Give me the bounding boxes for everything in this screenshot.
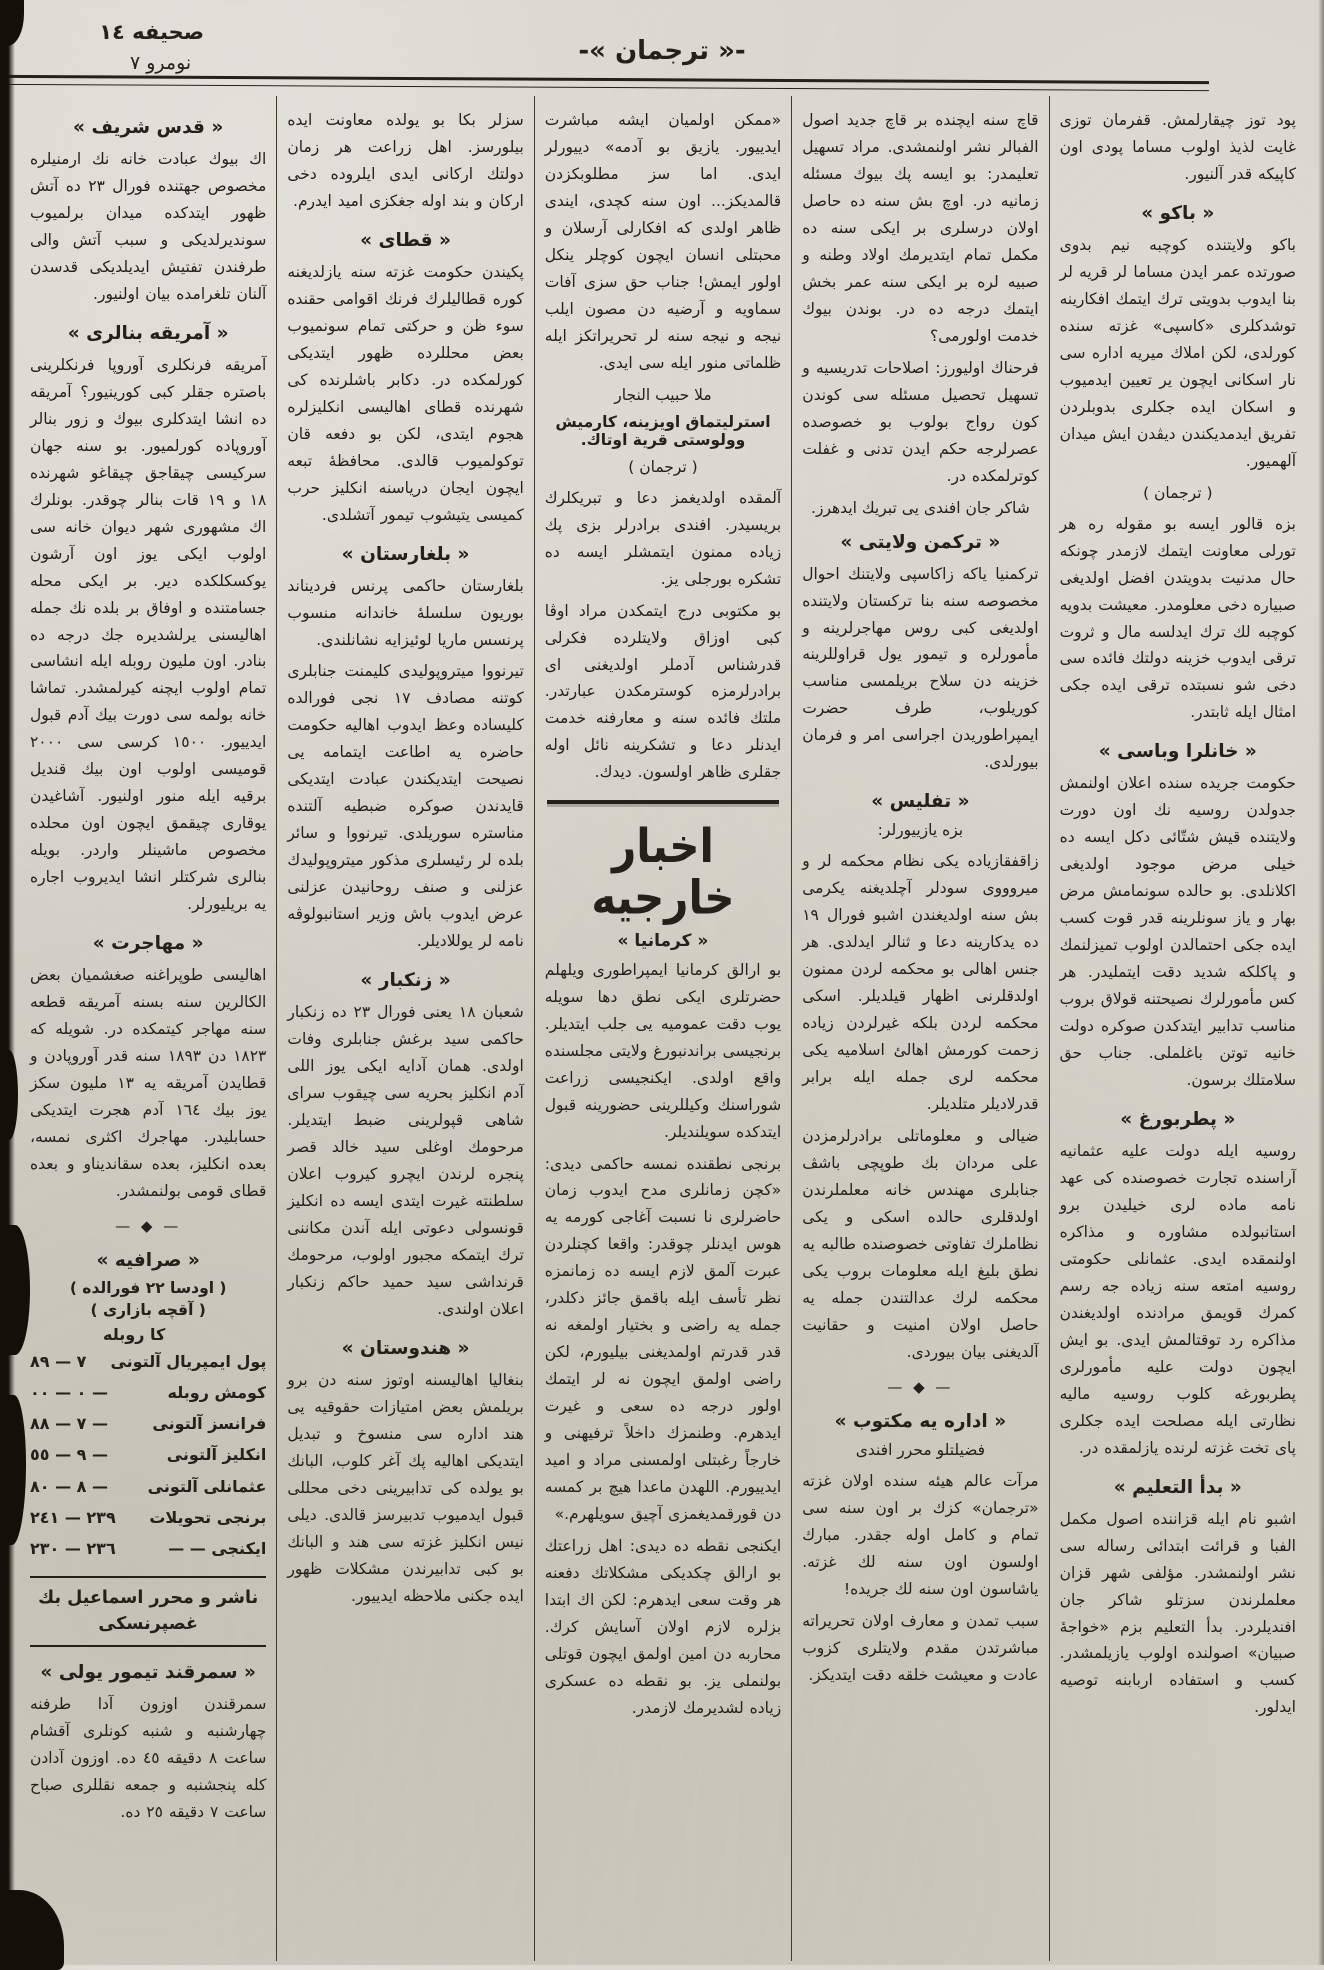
currency-value: ٢٣٩ — ٢٤١ [29, 1507, 116, 1527]
article-paragraph: شعبان ١٨ يعنى فورال ٢٣ ده زنكبار حاكمى سيد برغش جنابلرى وفات اولدى. همان آدايه ايكى يوز اللى آدم انكليز بحريه سى چيقوب سراى شاهى قپولرينى ضبط ايتديلر. مرحومك اوغلى سيد خالد قصر پنجره لرندن ايچرو كيروب اعلان سلطنته غيرت ايتدى ايسه ده انكليز قونسولى دعوتى ايله آندن مكاننى ترك ايتمكه مجبور اولوب، مرحومك قرنداشى سيد حميد حاكم زنكبار اعلان اولندى. [287, 1003, 524, 1318]
exchange-rate-row [30, 1408, 266, 1439]
currency-value: — ٩ — ٥٥ [29, 1445, 108, 1465]
article-paragraph: بنغاليا اهاليسنه اوتوز سنه دن برو بريلمش بعض امتيازات حقوقيه يى هند اداره سى منسوخ و تبديل ايتديكى اهاليه پك آغر كلوب، البانك بو يولده كى تدابيرينى دخى محللى قبول ايدميوب تدبيرسز قالدى. ديلى نيس انكليز غزته سى هند و البانك بو كبى تدابيرندن مشكلات ظهور ايده جكنى ملاحظه ايدييور. [287, 1370, 524, 1605]
currency-value: ٢٣٦ — ٢٣٠ [29, 1539, 116, 1558]
section-heading: « زنكبار » [360, 970, 451, 992]
currency-label: انكليز آلتونى [166, 1445, 267, 1465]
article-paragraph: حكومت جريده سنده اعلان اولنمش جدولدن روسيه نك اون دورت ولايتنده قيش شتّائى دكل ايسه ده خيلى مرض موجود اولديغى اكلانلدى. بو حالده سونمامش مرض بهار و ياز سونلرينه قدر قوت كسب ايده جكى احتمالدن اولوب تميزلنمك و پاكلكه شديد دقت ايتمليدر. هر كس مأمورلرك نصيحتنه قولاق بروب مناسب تدابير ايتدكدن صوكره دولت خانيه توتن باغلملى. جناب حق سلامتلك برسون. [1059, 774, 1296, 1090]
article-paragraph: بو مكتوبى درج ايتمكدن مراد اوڤا كبى اوزاق ولايتلرده فكرلى قدرشناس آدملر اولديغنى اى برادرلرمزه كوسترمكدن عبارتدر. ملتك فائده سنه و معارفنه خدمت ايدنلر دعا و تشكرينه نائل اوله جقلرى ظاهر اولسون. ديدك. [544, 601, 782, 782]
article-paragraph: برنجى نطقنده نمسه حاكمى ديدى: «كچن زمانلرى مدح ايدوب زمان حاضرلرى نا نسبت آغاجى كورمه يه هوس ايدنلر چوقدر: واقعا كچنلردن عبرت آلمق لازم ايسه ده زمانمزه نظر تأسف ايله باقمق جائز دكلدر، جمله يه راضى و بختيار اولمغه نه قدر قدرتم اولمديغنى بيليورم، لكن راضى اولمق ايچون نه لر ايتمك اولور درجه ده سعى و غيرت ايدهرم. وطنمزك داخلاً ترفيهنى و خارجاً رغبتلى اولمسنى مراد و اميد ايدييورم. اللهدن ماعدا هيچ بر كمسه دن قورقمديغمزى آچيق سويلهرم.» [544, 1154, 782, 1524]
ornament-divider: — ◆ — [115, 1216, 182, 1235]
exchange-rate-table [30, 1325, 266, 1564]
article-paragraph: باكو ولايتنده كوچبه نيم بدوى صورتده عمر ايدن مساما لر قريه لر بنا ايدوب بدويتى ترك ايتمك افكارينه توشدكلرى «كاسپى» غزته سنده كورلدى، لكن املاك ميريه اداره سى نار اسكانى ايچون ير تعيين ايدميوب و اسكان ايده جكلرى بدوبلردن تفريق ايدمديكندن ديڤدن ايش ميدان آلهميور. [1059, 235, 1296, 470]
currency-value: — ٨ — ٨٠ [29, 1476, 108, 1496]
section-heading: « خانلرا وباسى » [1098, 741, 1257, 763]
article-paragraph: «ممكن اولميان ايشه مباشرت ايدييور. يازيق بو آدمه» دييورلر ايدى. اما سز مطلوبكزدن قالمديكز... اون سنه كچدى، ايندى ظاهر اولدى كه افكارلى آرسلان و محبتلى انسان ايچون كوچلر ينكل اولور ايمش! جناب حق سزى آفات سماويه و آرضيه دن مصون ايلب نيجه و نيجه سنه لر تحريراتكز ايله ظلماتى منور ايله سى ايدى. [544, 111, 782, 372]
article-paragraph: اك بيوك عبادت خانه نك ارمنيلره مخصوص جهتنده فورال ٢٣ ده آتش ظهور ايتدكده ميدان برلميوب سونديرلديكى و سبب آتش والى طرفندن تفتيش ايديلديكى قدسدن آلنان تلغرامده بيان اولنيور. [29, 150, 267, 303]
article-paragraph: مرآت عالم هيئه سنده اولان غزته «ترجمان» كزك بر اون سنه سى تمام و كامل اوله جقدر. مبارك اولسون اون سنه لك غزته. ياشاسون اون سنه لك جريده! [802, 1471, 1039, 1598]
section-heading: « مهاجرت » [92, 933, 204, 955]
article-paragraph: آلمقده اولديغمز دعا و تبريكلرك بريسيدر. افندى برادرلر بزى پك زياده ممنون ايتمشلر ايسه ده تشكره بورجلى يز. [544, 488, 782, 588]
scan-ink-blot [0, 1050, 18, 1140]
subsection-heading: « كرمانيا » [617, 930, 709, 951]
exchange-rate-row [30, 1502, 266, 1533]
currency-label: ايكنجى — — [168, 1539, 267, 1558]
publisher-editor-line: ناشر و محرر اسماعيل بك غصپرنسكى [30, 1576, 266, 1647]
column-3-middle [534, 96, 791, 1961]
section-heading: « پطربورغ » [1120, 1109, 1236, 1130]
currency-value: — ٧ — ٨٨ [29, 1414, 108, 1434]
section-heading: « بدأ التعليم » [1113, 1476, 1242, 1498]
section-heading: « اداره يه مكتوب » [834, 1410, 1007, 1432]
exchange-unit-header: كا روبله [103, 1324, 166, 1344]
section-heading: « بلغارستان » [341, 543, 470, 565]
article-paragraph: اشبو نام ايله قزاننده اصول مكمل الفبا و قرائت ابتدائى رساله سى نشر اولنمشدر. مؤلفى شهر قزان معلملرندن سزتلو شاكر جان افنديلردر. بدأ التعليم بزم «خواجهٔ صبيان» اصولنده اولوب يازيلمشدر. كسب و استفاده اربابنه توصيه ايدلور. [1059, 1509, 1296, 1717]
exchange-rate-row [30, 1533, 266, 1564]
column-4 [276, 96, 533, 1961]
article-paragraph: آمريقه فرنكلرى آوروپا فرنكلرينى باصتره جقلر كبى كورينيور؟ آمريقه ده انشا ايتدكلرى بيوك و زور بنالر آوروپاده كورلميور. بو سنه جهان سركيسى چيقاجق چيقاغو شهرنده ١٨ و ١٩ قات بنالر چوقدر. بونلرك اك مشهورى شهر ديوان خانه سى اولوب ايكى يوز اون آرشون يوكسكلكده دير. بر ايكى محله جسامتنده و اوفاق بر بلده نك جمله اهاليسنى يرلشديره جك درجه ده بنادر. اون مليون روبله ايله انشاسى تمام اولوب ايچنه كيرلمشدر. تماشا خانه بولمه سى دورت بيك آدم قبول ايدييور. ١٥٠٠ كرسى سى ٢٠٠٠ قوميسى اولوب اون بيك قنديل برقيه ايله منور اولنيور. آشاغيدن يوقارى چيقمق ايچون اون محلده مخصوص ماشينلر واردر. بويله بنالرى شركتلر انشا ايديروب اجاره يه بريليورلر. [29, 355, 267, 914]
scan-edge-shadow-right [1318, 0, 1324, 1965]
scan-ink-blot [0, 1225, 30, 1355]
signature-line: ملا حبيب النجار [614, 385, 712, 404]
section-heading: « قدس شريف » [73, 117, 224, 138]
exchange-rate-row [30, 1439, 266, 1470]
calligraphy-text: اخبار خارجيه [591, 818, 735, 926]
signature-line: ( ترجمان ) [628, 457, 698, 476]
section-heading: « باكو » [1141, 202, 1215, 224]
centered-line: ( آقچه بازارى ) [90, 1300, 206, 1319]
currency-label: پول ايمپريال آلتونى [110, 1351, 267, 1371]
section-heading: « هندوستان » [341, 1337, 470, 1359]
section-heading: « آمريقه بنالرى » [67, 322, 229, 344]
currency-value: ٧ — ٨٩ [29, 1351, 87, 1371]
article-paragraph: سزلر بكا بو يولده معاونت ايده بيلورسز. اهل زراعت هر زمان دولتك اركانى ايدى ايلروده دخى اركان و بند اوله جغكزى اميد ايدرم. [287, 111, 524, 210]
currency-label: برنجى تحويلات [149, 1507, 267, 1527]
column-1-rightmost [1049, 96, 1306, 1961]
article-paragraph: بو ارالق كرمانيا ايمپراطورى ويلهلم حضرتلرى ايكى نطق دها سويله يوب دقت عموميه يى جلب ايتديلر. برنجيسى براندنبورغ ولايتى مجلسنده واقع اولدى. ايكنجيسى زراعت شوراسنك وكيللرينى حضورينه قبول ايتدكده سويلنديلر. [544, 960, 782, 1141]
columns [20, 96, 1306, 1961]
article-paragraph: قاچ سنه ايچنده بر قاچ جديد اصول الفبالر نشر اولنمشدى. مراد تسهيل تعليمدر: بو ايسه پك بيوك مسئله زمانيه در. اوچ بش سنه ده حاصل اولان درسلرى بر ايكى سنه ده مكمل تمام ايتديرمك اولاد وطنه و صبيه لره بر ايكى سنه عمر بخش ايتمك درجه ده در. بوندن بيوك خدمت اولورمى؟ [802, 111, 1039, 345]
article-paragraph: روسيه ايله دولت عليه عثمانيه آراسنده تجارت خصوصنده كى عهد نامه ماده لرى خيليدن برو استانبولده مشاوره و مذاكره اولنمقده ايدى. عثمانلى حكومتى روسيه امتعه سنه زياده جه رسم كمرك قويمق مرادنده اولديغندن مذاكره رد توقتالمش ايدى. بو ايش ايچون دولت عليه مأمورلرى پطربورغه كلوب روسيه ماليه نظارتى ايله مصلحت ايده جكلرى پاى تخت غزته لرنده يازلمقده در. [1059, 1142, 1296, 1457]
currency-value: — ٠ — ٠٠ [29, 1383, 108, 1403]
column-2 [791, 96, 1048, 1961]
section-heading: « تفليس » [871, 791, 970, 813]
article-paragraph: تيرنووا ميتروپوليدى كليمنت جنابلرى كوتنه مصادف ١٧ نجى فورالده كليساده وعظ ايدوب اهاليه حكومت حاضره يه اطاعت ايتمامه يى نصيحت ايتديكندن عبادت ايتديكى قايدندن صوكره ضبطيه آلتنده مناستره سوريلدى. تيرنووا و سائر بلده لر رئيسلرى مذكور ميتروپوليدك عزلنى و صنف روحانيدن عزلنى عرض ايدوب باش وزير استانبولوڤه نامه لر يوللاديلر. [287, 662, 524, 951]
scan-edge-shadow-left [0, 0, 15, 1965]
signature-line: ( ترجمان ) [1143, 483, 1213, 502]
centered-line: ( اودسا ٢٢ فورالده ) [69, 1278, 227, 1297]
section-heading: « سمرقند تيمور يولى » [40, 1661, 256, 1683]
centered-line: استرليتماق اويزينه، كارميش وولوستى قرية اوتاك. [555, 412, 771, 449]
article-paragraph: بلغارستان حاكمى پرنس فرديناند بوريون سلسلهٔ خاندانه منسوب پرنسس ماريا لوئيزايه نشانلندى. [287, 576, 524, 649]
article-paragraph: زاقفقازياده يكى نظام محكمه لر و ميروووى سودلر آچلديغنه يكرمى بش سنه اولديغندن اشبو فورال ١٩ ده يدكارينه دعا و ثنالر ايدلدى. هر جنس اهالى بو محكمه لردن ممنون اولدقلرنى اظهار قيلديلر. اسكى محكمه لردن بلكه غيرلردن زياده زحمت كورمش اهالئ اسلاميه يكى محكمه لرى جمله ايله برابر قدرلاديلر متلديلر. [802, 852, 1039, 1114]
article-paragraph: سبب تمدن و معارف اولان تحريراته مباشرتدن مقدم ولايتلرى كزوب عادت و معيشت خلقه دقت ايتديكز. [802, 1611, 1039, 1684]
article-paragraph: ايكنجى نقطه ده ديدى: اهل زراعتك بو ارالق چكديكى مشكلاتك دفعنه هر وقت سعى ايدهرم: لكن اك ابتدا بزلره لازم اولان آسايش كرك. محاربه دن امين اولمق ايچون قوتلى بولنملى يز. بو نقطه ده عسكرى زياده لشديرمك لازمدر. [544, 1537, 782, 1717]
newspaper-masthead-title: -« ترجمان »- [578, 36, 746, 66]
exchange-rate-row [30, 1471, 266, 1502]
article-paragraph: تركمنيا ياكه زاكاسپى ولايتنك احوال مخصوصه سنه بنا تركستان ولايتنده اولديغى كبى روس مهاجرلرينه و مأمورلره و تيمور يول قراوللرينه خزينه دن سلاح بريلمسى مناسب كوريلوب، طرف حضرت ايمپراطوريدن اجراسى امر و فرمان بيورلدى. [802, 564, 1039, 772]
section-heading: « صرافيه » [96, 1249, 200, 1271]
exchange-rate-row [30, 1377, 266, 1408]
currency-label: فرانسز آلتونى [152, 1414, 267, 1434]
ornament-divider: — ◆ — [887, 1377, 954, 1396]
article-paragraph: فرحناك اوليورز: اصلاحات تدريسيه و تسهيل تحصيل مسئله سى كوندن كون رواج بولوب بو خصوصده عصرلرجه حكم ايدن تدنى و غفلت كوترلمكده در. [802, 358, 1039, 485]
currency-label: كومش روبله [167, 1383, 267, 1403]
column-5-leftmost [20, 96, 276, 1961]
article-paragraph: پكيندن حكومت غزته سنه يازلديغنه كوره قطاليلرك فرنك اقوامى حقنده سوء ظن و حركتى تمام سونميوب بعض محللرده ظهور ايتديكى كورلمكده در. دكابر باشلرنده كى شهرنده قطاى اهاليسى انكليزلره هجوم ايتدى، لكن بو دفعه قان توكولميوب قالدى. محافظهٔ تبعه ايچون ايجان درياسنه انكليز حرب كميسى يتيشوب تيمور آتشلدى. [287, 262, 524, 524]
foreign-news-calligraphic-title [545, 800, 781, 926]
section-heading: « تركمن ولايتى » [840, 531, 1001, 553]
article-paragraph: ضيالى و معلوماتلى برادرلرمزدن على مردان بك طوپچى باشڤ جنابلرى مهندس خانه معلملرندن اولدقلرى حالده اسكى و يكى نظاملرك تفاوتى خصوصنده طالبه يه نطق بليغ ايله معلومات بروب يكى محكمه لرك عدالتندن جمله يه حاصل اولان امنيت و حقانيت آلديغنى بيان بيوردى. [802, 1127, 1039, 1361]
issue-number-label: نومرو ٧ [130, 52, 192, 74]
header-divider-rule [0, 75, 1209, 91]
section-heading: « قطاى » [360, 229, 451, 251]
article-paragraph: سمرقندن اوزون آدا طرفنه چهارشنبه و شنبه كونلرى آقشام ساعت ٨ دقيقه ٤٥ ده. اوزون آدادن كله پنجشنبه و جمعه نقللرى صباح ساعت ٧ دقيقه ٢٥ ده. [29, 1694, 267, 1821]
signature-line: بزه يازييورلر: [877, 821, 964, 840]
article-paragraph: بزه قالور ايسه بو مقوله ره هر تورلى معاونت ايتمك لازمدر چونكه حال مدنيت بدويتدن افضل اولديغى صبياره دخى معلومدر. معيشت بدويه كوچبه لك ترك ايدلسه مال و ثروت ترقى ايدوب خزينه دولتك فائده سى دخى شو نسبتده ترقى ايده جكى امثال ايله ثابتدر. [1059, 514, 1296, 722]
signature-line: شاكر جان افندى يى تبريك ايدهرز. [811, 498, 1030, 517]
article-paragraph: پود توز چيقارلمش. قفرمان توزى غايت لذيذ اولوب مساما پودى اون كاپيكه قدر آلنيور. [1059, 111, 1296, 183]
page-number-label: صحيفه ١٤ [99, 20, 204, 44]
signature-line: فضيلتلو محرر افندى [855, 1440, 986, 1459]
heavy-rule [547, 800, 779, 804]
article-paragraph: اهاليسى طوپراغنه صغشميان بعض الكالرين سنه بسنه آمريقه قطعه سنه مهاجر كيتمكده در. شويله كه ١٨٢٣ دن ١٨٩٣ سنه قدر آوروپادن و قطايدن آمريقه يه ١٣ مليون سكز يوز بيك ١٦٤ آدم هجرت ايتديكى حسابليدر. مهاجرك اكثرى نمسه، بعده انكليز، بعده سقانديناو و بعده قطاى قومى بولنمشدر. [29, 966, 267, 1200]
exchange-rate-row [30, 1346, 266, 1377]
currency-label: عثمانلى آلتونى [147, 1476, 267, 1496]
